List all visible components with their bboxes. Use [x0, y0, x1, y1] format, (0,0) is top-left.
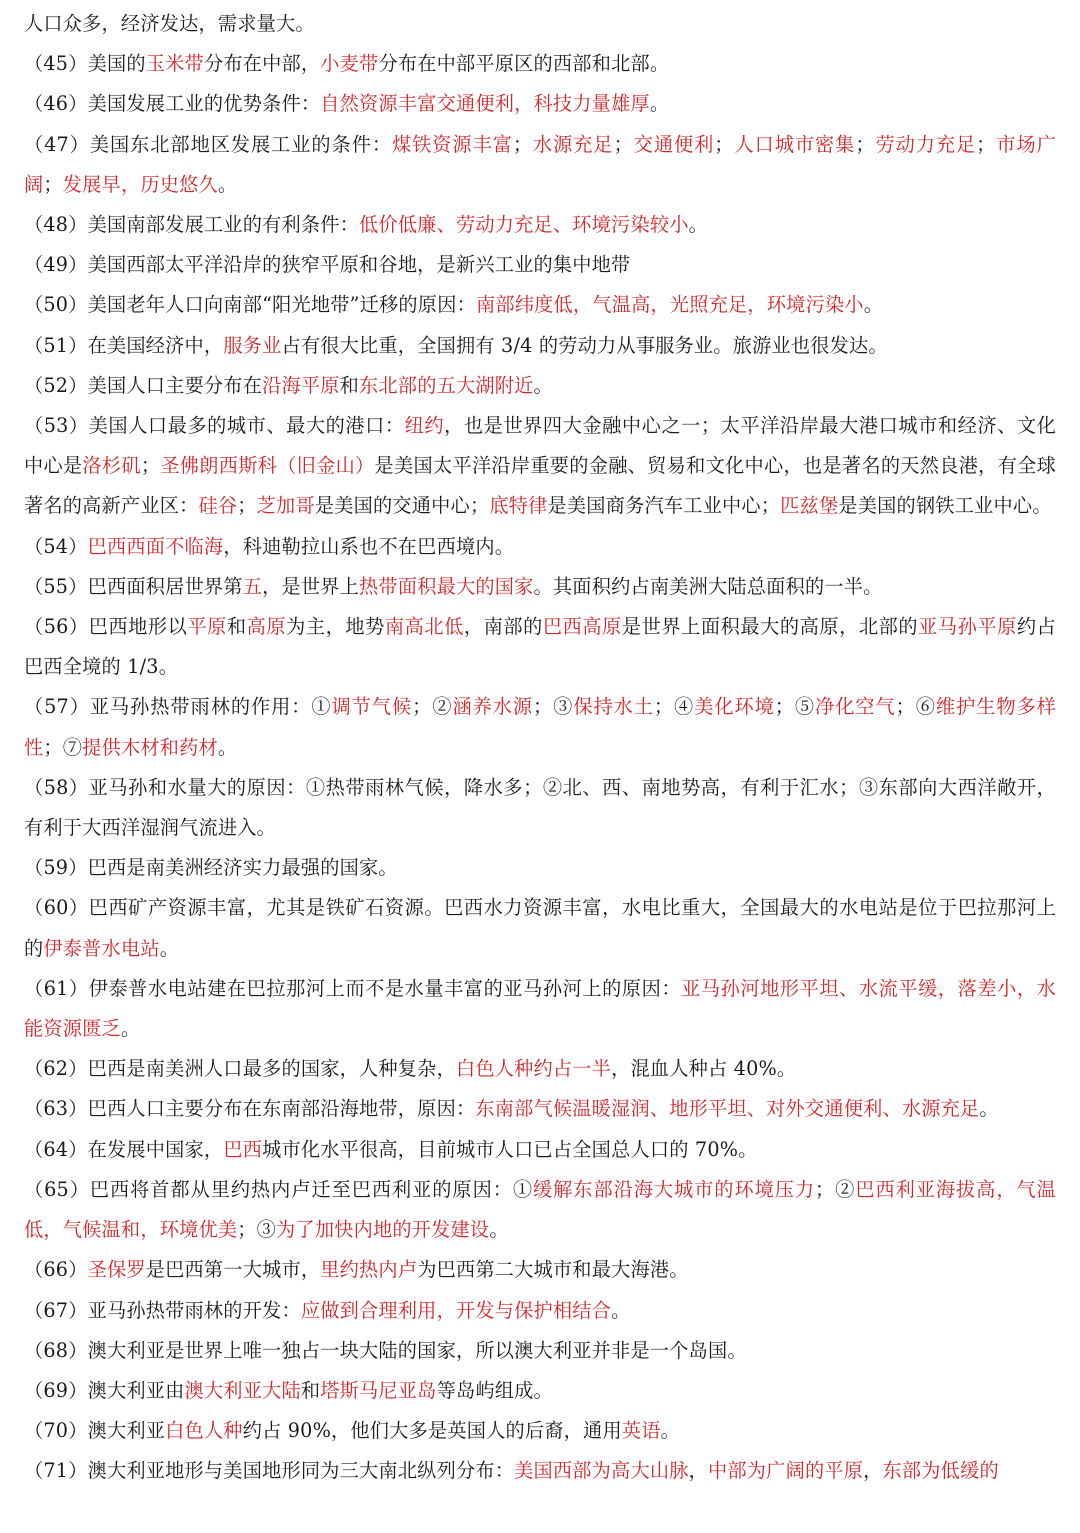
- highlighted-answer: 应做到合理利用，开发与保护相结合: [300, 1298, 612, 1322]
- highlighted-answer: 水源充足: [532, 132, 614, 156]
- body-text: （60）巴西矿产资源丰富，尤其是铁矿石资源。巴西水力资源丰富，水电比重大，全国最大的水电站是位于巴拉那河上的: [24, 896, 1056, 960]
- body-text: 为巴西第二大城市和最大海港。: [417, 1258, 689, 1282]
- paragraph: [24, 969, 1056, 1049]
- paragraph: [24, 1170, 1056, 1250]
- body-text: ，也是世界四大金融中心之一；太平洋沿岸最大港口城市和经济、文化中心是: [24, 414, 1056, 478]
- body-text: 为主，地势: [286, 615, 385, 639]
- highlighted-answer: 硅谷: [198, 494, 238, 518]
- paragraph: [24, 406, 1056, 527]
- body-text: （70）澳大利亚: [24, 1419, 166, 1443]
- highlighted-answer: 高原: [246, 615, 287, 639]
- body-text: （58）亚马孙和水量大的原因：①热带雨林气候，降水多；②北、西、南地势高，有利于汇水；③东部向大西洋敞开，有利于大西洋湿润气流进入。: [24, 775, 1056, 840]
- body-text: ，南部的: [463, 615, 543, 639]
- highlighted-answer: 洛杉矶: [82, 454, 141, 478]
- paragraph: [24, 1291, 1056, 1331]
- paragraph: [24, 1331, 1056, 1371]
- body-text: （55）巴西面积居世界第: [24, 574, 243, 598]
- body-text: 分布在中部，: [203, 52, 321, 76]
- body-text: （54）: [24, 534, 88, 558]
- highlighted-answer: 底特律: [489, 494, 548, 518]
- highlighted-answer: 南部纬度低，气温高，光照充足，环境污染小: [475, 293, 864, 317]
- body-text: ，: [863, 1459, 883, 1483]
- body-text: ；: [140, 454, 161, 478]
- highlighted-answer: 匹兹堡: [780, 494, 839, 518]
- paragraph: [24, 366, 1056, 406]
- highlighted-answer: 伊泰普水电站: [43, 936, 160, 960]
- body-text: （53）美国人口最多的城市、最大的港口：: [24, 414, 405, 438]
- body-text: （52）美国人口主要分布在: [24, 373, 263, 397]
- body-text: （57）亚马孙热带雨林的作用：①: [24, 695, 332, 719]
- paragraph: [24, 567, 1056, 607]
- body-text: （56）巴西地形以: [24, 615, 188, 639]
- body-text: 等岛屿组成。: [436, 1378, 553, 1402]
- highlighted-answer: 服务业: [223, 333, 282, 357]
- highlighted-answer: 英语: [621, 1419, 661, 1443]
- body-text: ；②: [412, 695, 453, 719]
- highlighted-answer: 美国西部为高大山脉: [514, 1459, 689, 1483]
- body-text: 。: [611, 1298, 631, 1322]
- body-text: 城市化水平很高，目前城市人口已占全国总人口的 70%。: [262, 1137, 758, 1161]
- body-text: 是美国太平洋沿岸重要的金融、贸易和文化中心，也是著名的天然良港，有全球著名的高新产业区：: [24, 454, 1056, 518]
- paragraph: [24, 768, 1056, 848]
- highlighted-answer: 中部为广阔的平原: [708, 1459, 864, 1483]
- body-text: （61）伊泰普水电站建在巴拉那河上而不是水量丰富的亚马孙河上的原因：: [24, 976, 682, 1000]
- body-text: ；: [976, 132, 996, 156]
- highlighted-answer: 低价低廉、劳动力充足、环境污染较小: [359, 213, 689, 237]
- body-text: 。: [159, 936, 180, 960]
- body-text: 。: [217, 735, 238, 759]
- body-text: ，混血人种占 40%。: [611, 1057, 797, 1081]
- highlighted-answer: 亚马孙河地形平坦、水流平缓，落差小，水能资源匮乏: [24, 976, 1056, 1041]
- body-text: （63）巴西人口主要分布在东南部沿海地带，原因：: [24, 1097, 476, 1121]
- paragraph: [24, 1411, 1056, 1451]
- paragraph: [24, 888, 1056, 968]
- body-text: ；⑤: [774, 695, 816, 719]
- body-text: （71）澳大利亚地形与美国地形同为三大南北纵列分布：: [24, 1459, 515, 1483]
- highlighted-answer: 五: [242, 574, 263, 598]
- body-text: ；: [43, 172, 63, 196]
- highlighted-answer: 东南部气候温暖湿润、地形平坦、对外交通便利、水源充足: [475, 1097, 980, 1121]
- highlighted-answer: 小麦带: [320, 52, 379, 76]
- highlighted-answer: 白色人种约占一半: [455, 1057, 612, 1081]
- paragraph: [24, 285, 1056, 325]
- highlighted-answer: 纽约: [404, 414, 445, 438]
- highlighted-answer: 圣保罗: [87, 1258, 146, 1282]
- body-text: ；②: [815, 1177, 856, 1201]
- body-text: （65）巴西将首都从里约热内卢迁至巴西利亚的原因：①: [24, 1177, 534, 1201]
- paragraph: [24, 1371, 1056, 1411]
- highlighted-answer: 巴西: [223, 1137, 263, 1161]
- body-text: ；④: [653, 695, 695, 719]
- paragraph: [24, 1130, 1056, 1170]
- highlighted-answer: 巴西西面不临海: [87, 534, 224, 558]
- paragraph: [24, 687, 1056, 767]
- body-text: ；: [237, 494, 257, 518]
- body-text: 。: [660, 1419, 681, 1443]
- body-text: ，科迪勒拉山系也不在巴西境内。: [223, 534, 515, 558]
- body-text: （50）美国老年人口向南部“阳光地带”迁移的原因：: [24, 293, 476, 317]
- body-text: 。其面积约占南美洲大陆总面积的一半。: [533, 574, 883, 598]
- body-text: 分布在中部平原区的西部和北部。: [378, 52, 670, 76]
- highlighted-answer: 东部为低缓的: [882, 1459, 999, 1483]
- body-text: 占有很大比重，全国拥有 3/4 的劳动力从事服务业。旅游业也很发达。: [281, 333, 888, 357]
- highlighted-answer: 玉米带: [145, 52, 204, 76]
- body-text: （46）美国发展工业的优势条件：: [24, 92, 321, 116]
- highlighted-answer: 东北部的五大湖附近: [359, 373, 534, 397]
- paragraph: [24, 245, 1056, 285]
- body-text: ，: [688, 1459, 709, 1483]
- highlighted-answer: 美化环境: [694, 695, 775, 719]
- highlighted-answer: 自然资源丰富交通便利，科技力量雄厚: [320, 92, 650, 116]
- body-text: 。: [533, 373, 553, 397]
- highlighted-answer: 为了加快内地的开发建设: [276, 1218, 490, 1242]
- body-text: （68）澳大利亚是世界上唯一独占一块大陆的国家，所以澳大利亚并非是一个岛国。: [24, 1338, 747, 1362]
- body-text: 和: [300, 1378, 321, 1402]
- highlighted-answer: 维护生物多样性: [24, 695, 1057, 759]
- body-text: ；③: [533, 695, 574, 719]
- paragraph: [24, 527, 1056, 567]
- body-text: （67）亚马孙热带雨林的开发：: [24, 1298, 301, 1322]
- highlighted-answer: 市场广阔: [24, 132, 1056, 196]
- body-text: （59）巴西是南美洲经济实力最强的国家。: [24, 856, 398, 880]
- body-text: ；: [855, 132, 875, 156]
- body-text: 人口众多，经济发达，需求量大。: [24, 12, 315, 35]
- body-text: ；: [714, 132, 734, 156]
- body-text: （69）澳大利亚由: [24, 1378, 185, 1402]
- highlighted-answer: 圣佛朗西斯科（旧金山）: [160, 454, 375, 478]
- highlighted-answer: 交通便利: [632, 132, 715, 156]
- highlighted-answer: 南高北低: [384, 615, 464, 639]
- paragraph: [24, 1089, 1056, 1129]
- body-text: 。: [649, 92, 670, 116]
- body-text: ；⑦: [43, 735, 83, 759]
- body-text: 是美国的交通中心；: [314, 494, 490, 518]
- highlighted-answer: 里约热内卢: [320, 1258, 418, 1282]
- body-text: （62）巴西是南美洲人口最多的国家，人种复杂，: [24, 1057, 456, 1081]
- paragraph: [24, 1451, 1056, 1491]
- highlighted-answer: 煤铁资源丰富: [392, 132, 513, 156]
- highlighted-answer: 提供木材和药材: [82, 735, 218, 759]
- body-text: 。: [489, 1218, 509, 1242]
- paragraph: [24, 326, 1056, 366]
- body-text: ；: [512, 132, 533, 156]
- paragraph: [24, 205, 1056, 245]
- highlighted-answer: 热带面积最大的国家: [359, 574, 534, 598]
- body-text: 是美国的钢铁工业中心。: [838, 494, 1052, 518]
- highlighted-answer: 亚马孙平原: [918, 615, 1017, 639]
- body-text: 。: [688, 213, 708, 237]
- highlighted-answer: 芝加哥: [256, 494, 315, 518]
- body-text: ；⑥: [895, 695, 936, 719]
- body-text: 。: [120, 1017, 141, 1041]
- paragraph: [24, 125, 1056, 205]
- body-text: 是世界上面积最大的高原，北部的: [621, 615, 919, 639]
- body-text: （48）美国南部发展工业的有利条件：: [24, 213, 360, 237]
- body-text: （51）在美国经济中，: [24, 333, 224, 357]
- body-text: ，是世界上: [262, 574, 360, 598]
- body-text: 约占 90%，他们大多是英国人的后裔，通用: [242, 1419, 622, 1443]
- body-text: （49）美国西部太平洋沿岸的狭窄平原和谷地，是新兴工业的集中地带: [24, 253, 631, 277]
- body-text: 是巴西第一大城市，: [145, 1258, 321, 1282]
- highlighted-answer: 涵养水源: [452, 695, 534, 719]
- paragraph: [24, 44, 1056, 84]
- highlighted-answer: 劳动力充足: [874, 132, 977, 156]
- body-text: 。: [863, 293, 884, 317]
- body-text: （64）在发展中国家，: [24, 1137, 224, 1161]
- paragraph: [24, 848, 1056, 888]
- highlighted-answer: 净化空气: [815, 695, 896, 719]
- highlighted-answer: 巴西利亚海拔高，气温低，气候温和，环境优美: [24, 1177, 1057, 1242]
- highlighted-answer: 缓解东部沿海大城市的环境压力: [533, 1177, 816, 1201]
- body-text: ；③: [237, 1218, 277, 1242]
- body-text: 约占巴西全境的 1/3。: [24, 615, 1057, 679]
- paragraph: [24, 1049, 1056, 1089]
- highlighted-answer: 人口城市密集: [733, 132, 856, 156]
- body-text: ；: [613, 132, 633, 156]
- highlighted-answer: 澳大利亚大陆: [184, 1378, 301, 1402]
- body-text: （66）: [24, 1258, 88, 1282]
- highlighted-answer: 巴西高原: [542, 615, 622, 639]
- highlighted-answer: 沿海平原: [262, 373, 340, 397]
- body-text: （45）美国的: [24, 52, 146, 76]
- paragraph: [24, 607, 1056, 687]
- body-text: 。: [979, 1097, 999, 1121]
- highlighted-answer: 平原: [187, 615, 227, 639]
- highlighted-answer: 调节气候: [331, 695, 413, 719]
- body-text: 是美国商务汽车工业中心；: [547, 494, 781, 518]
- body-text: 。: [217, 172, 238, 196]
- body-text: 和: [226, 615, 247, 639]
- body-text: 和: [339, 373, 360, 397]
- highlighted-answer: 发展早，历史悠久: [62, 172, 218, 196]
- paragraph: [24, 84, 1056, 124]
- highlighted-answer: 塔斯马尼亚岛: [320, 1378, 437, 1402]
- body-text: （47）美国东北部地区发展工业的条件：: [24, 132, 392, 156]
- paragraph: [24, 4, 1056, 44]
- highlighted-answer: 白色人种: [165, 1419, 243, 1443]
- highlighted-answer: 保持水土: [573, 695, 654, 719]
- paragraph: [24, 1250, 1056, 1290]
